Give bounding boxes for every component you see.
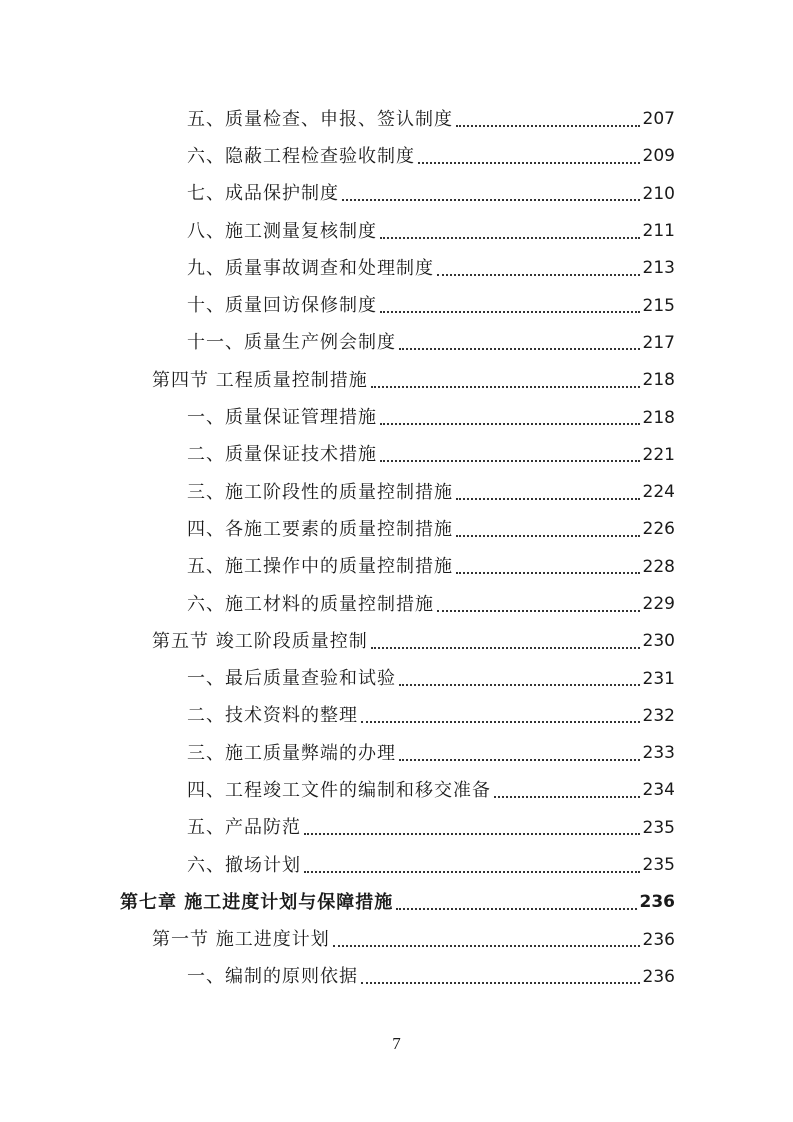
toc-dot-leader [304,833,640,835]
toc-entry-title: 五、产品防范 [187,817,301,839]
toc-dot-leader [333,945,640,947]
toc-entry-page: 230 [642,631,675,652]
toc-entry-title: 一、编制的原则依据 [187,966,358,988]
toc-entry-page: 236 [639,892,675,913]
toc-entry[interactable] [0,399,793,436]
toc-entry-page: 228 [642,556,675,577]
toc-entry-page: 236 [642,966,675,987]
toc-entry-title: 十、质量回访保修制度 [187,295,377,317]
toc-entry-title: 十一、质量生产例会制度 [187,332,396,354]
toc-entry[interactable] [0,325,793,362]
toc-entry-page: 226 [642,519,675,540]
toc-dot-leader [380,423,640,425]
toc-dot-leader [380,311,640,313]
toc-entry-title: 四、各施工要素的质量控制措施 [187,518,453,540]
toc-dot-leader [418,162,640,164]
toc-section-entry[interactable] [0,623,793,660]
page-number: 7 [392,1034,401,1053]
toc-entry[interactable] [0,213,793,250]
toc-entry-page: 209 [642,146,675,167]
toc-entry-page: 221 [642,444,675,465]
toc-entry[interactable] [0,437,793,474]
toc-dot-leader [437,274,640,276]
toc-entry-title: 第四节 工程质量控制措施 [152,369,368,391]
toc-dot-leader [456,498,640,500]
toc-entry-title: 七、成品保护制度 [187,183,339,205]
toc-entry-page: 218 [642,407,675,428]
toc-entry-title: 九、质量事故调查和处理制度 [187,257,434,279]
toc-dot-leader [304,871,640,873]
toc-entry-page: 224 [642,482,675,503]
toc-entry[interactable] [0,549,793,586]
toc-entry[interactable] [0,250,793,287]
toc-entry[interactable] [0,287,793,324]
toc-entry-title: 六、撤场计划 [187,854,301,876]
toc-dot-leader [399,348,640,350]
toc-entry-title: 四、工程竣工文件的编制和移交准备 [187,779,491,801]
toc-entry[interactable] [0,511,793,548]
toc-dot-leader [371,647,640,649]
toc-entry-title: 五、施工操作中的质量控制措施 [187,556,453,578]
toc-entry-title: 六、隐蔽工程检查验收制度 [187,145,415,167]
toc-entry[interactable] [0,735,793,772]
toc-entry-title: 二、技术资料的整理 [187,705,358,727]
table-of-contents [0,101,793,996]
toc-entry[interactable] [0,176,793,213]
toc-entry-page: 207 [642,109,675,130]
toc-entry-page: 234 [642,780,675,801]
toc-entry[interactable] [0,138,793,175]
toc-section-entry[interactable] [0,922,793,959]
toc-dot-leader [361,982,640,984]
toc-entry[interactable] [0,101,793,138]
toc-entry[interactable] [0,474,793,511]
toc-entry-title: 第五节 竣工阶段质量控制 [152,630,368,652]
toc-entry-page: 217 [642,332,675,353]
toc-entry-page: 231 [642,668,675,689]
toc-dot-leader [399,759,640,761]
toc-dot-leader [342,199,640,201]
toc-dot-leader [437,610,640,612]
toc-entry-page: 235 [642,855,675,876]
toc-chapter-entry[interactable] [0,884,793,921]
toc-entry-title: 三、施工质量弊端的办理 [187,742,396,764]
toc-dot-leader [456,572,640,574]
toc-dot-leader [399,684,640,686]
toc-entry-title: 第七章 施工进度计划与保障措施 [120,891,394,913]
toc-dot-leader [380,460,640,462]
toc-entry-page: 236 [642,929,675,950]
toc-entry-title: 八、施工测量复核制度 [187,220,377,242]
toc-entry-page: 215 [642,295,675,316]
toc-entry-title: 二、质量保证技术措施 [187,444,377,466]
toc-entry[interactable] [0,847,793,884]
toc-dot-leader [361,721,640,723]
toc-entry[interactable] [0,586,793,623]
toc-dot-leader [380,237,640,239]
toc-dot-leader [396,908,636,910]
toc-entry-title: 一、质量保证管理措施 [187,407,377,429]
toc-section-entry[interactable] [0,362,793,399]
toc-dot-leader [494,796,640,798]
toc-entry[interactable] [0,698,793,735]
toc-entry-page: 232 [642,705,675,726]
toc-entry-page: 218 [642,370,675,391]
toc-entry[interactable] [0,959,793,996]
toc-entry-title: 第一节 施工进度计划 [152,929,330,951]
toc-entry-page: 235 [642,817,675,838]
toc-entry[interactable] [0,810,793,847]
toc-dot-leader [456,535,640,537]
toc-entry-title: 六、施工材料的质量控制措施 [187,593,434,615]
toc-entry-title: 三、施工阶段性的质量控制措施 [187,481,453,503]
toc-entry-page: 229 [642,594,675,614]
toc-entry-page: 211 [642,221,675,242]
toc-entry-title: 一、最后质量查验和试验 [187,668,396,690]
toc-dot-leader [456,125,640,127]
toc-dot-leader [371,386,640,388]
toc-entry-page: 210 [642,183,675,204]
toc-entry-title: 五、质量检查、申报、签认制度 [187,108,453,130]
toc-entry[interactable] [0,772,793,809]
toc-entry-page: 233 [642,743,675,764]
toc-entry[interactable] [0,660,793,697]
toc-entry-page: 213 [642,258,675,279]
